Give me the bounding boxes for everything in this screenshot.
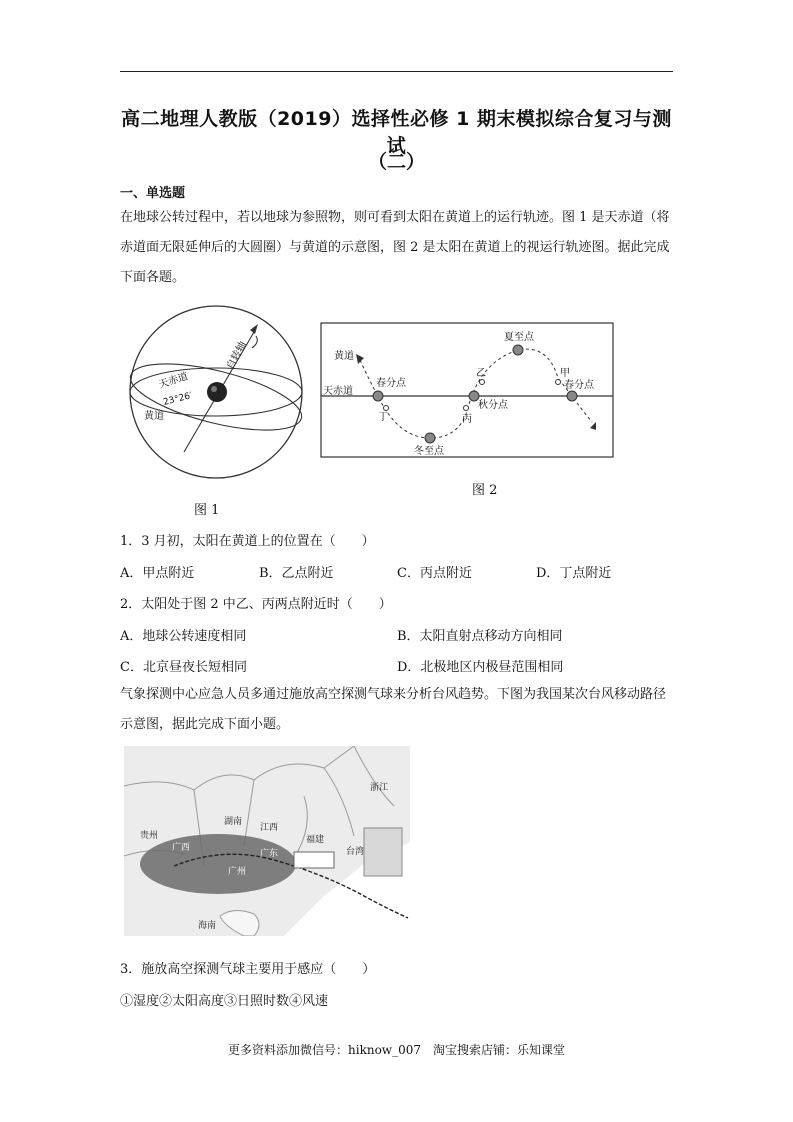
fig2-label-dongzhi: 冬至点 [414,446,444,457]
page-title-line2: （二） [367,151,425,173]
fig2-label-huangdao: 黄道 [334,351,354,362]
map-label-guangzhou: 广州 [228,867,247,877]
map-label-hainan: 海南 [198,921,217,931]
point-xiazhi [513,345,523,355]
fig1-label-huangdao: 黄道 [144,411,164,422]
fig1-label-angle: 23°26′ [162,391,194,408]
earth-icon [207,382,227,402]
fig2-label-chunfen1: 春分点 [376,378,406,389]
fig2-label-qiufen: 秋分点 [478,400,508,411]
section-heading: 一、单选题 [120,186,186,201]
map-label-fujian: 福建 [306,835,325,845]
point-chunfen-left [373,391,383,401]
q1-option-a[interactable]: A．甲点附近 [120,566,195,581]
page-footer: 更多资料添加微信号：hiknow_007 淘宝搜索店铺：乐知课堂 [228,1043,565,1057]
figure1-celestial-sphere [124,302,310,486]
point-chunfen-right [567,391,577,401]
point-bing [464,406,469,411]
point-ding [384,406,389,411]
map-label-zhejiang: 浙江 [370,783,389,793]
fig2-label-jia: 甲 [560,368,570,379]
section1-intro: 在地球公转过程中，若以地球为参照物，则可看到太阳在黄道上的运行轨迹。图 1 是天赤道（将赤道面无限延伸后的大圆圈）与黄道的示意图，图 2 是太阳在黄道上的视运行轨迹图。据此完成下面各题。 [120,210,670,285]
map-label-jiangxi: 江西 [260,823,279,833]
fig2-label-chunfen2: 春分点 [564,380,594,391]
figure2-caption: 图 2 [472,483,498,498]
fig2-label-xiazhi: 夏至点 [504,332,534,343]
header-rule [120,71,673,72]
q2-option-a[interactable]: A．地球公转速度相同 [120,629,247,644]
section2-intro: 气象探测中心应急人员多通过施放高空探测气球来分析台风趋势。下图为我国某次台风移动路径示意图，据此完成下面小题。 [120,687,667,732]
figure1-caption: 图 1 [194,503,220,518]
taiwan-inset [364,828,402,876]
map-label-guizhou: 贵州 [140,831,159,841]
point-jia [556,380,561,385]
map-label-guangdong: 广东 [260,849,279,859]
question1-stem: 1．3 月初，太阳在黄道上的位置在（ ） [120,534,375,549]
fig1-label-axis: 自转轴 [224,339,249,372]
rotation-arrow-icon [252,336,257,348]
q1-option-d[interactable]: D．丁点附近 [536,566,612,581]
typhoon-path-map [124,746,410,936]
fig2-label-ding: 丁 [378,412,388,423]
fig2-label-bing: 丙 [462,414,472,425]
q2-option-d[interactable]: D．北极地区内极昼范围相同 [397,660,564,675]
fig2-label-tianchidao: 天赤道 [323,386,353,397]
page-title: 高二地理人教版（2019）选择性必修 1 期末模拟综合复习与测试 [121,108,672,157]
map-label-taiwan: 台湾 [346,847,365,857]
question3-choices: ①湿度②太阳高度③日照时数④风速 [120,994,329,1009]
q1-option-c[interactable]: C．丙点附近 [397,566,472,581]
question2-stem: 2．太阳处于图 2 中乙、丙两点附近时（ ） [120,597,392,612]
fig1-label-tianchidao: 天赤道 [157,371,190,391]
map-label-hunan: 湖南 [224,817,243,827]
typhoon-wind-area [140,834,296,894]
fig2-label-yi: 乙 [476,368,486,379]
q1-option-b[interactable]: B．乙点附近 [259,566,334,581]
q2-option-b[interactable]: B．太阳直射点移动方向相同 [397,629,563,644]
question3-stem: 3．施放高空探测气球主要用于感应（ ） [120,962,376,977]
point-yi [480,380,485,385]
q2-option-c[interactable]: C．北京昼夜长短相同 [120,660,247,675]
point-dongzhi [425,433,435,443]
map-label-guangxi: 广西 [172,843,191,853]
figure2-ecliptic-path [320,322,616,460]
